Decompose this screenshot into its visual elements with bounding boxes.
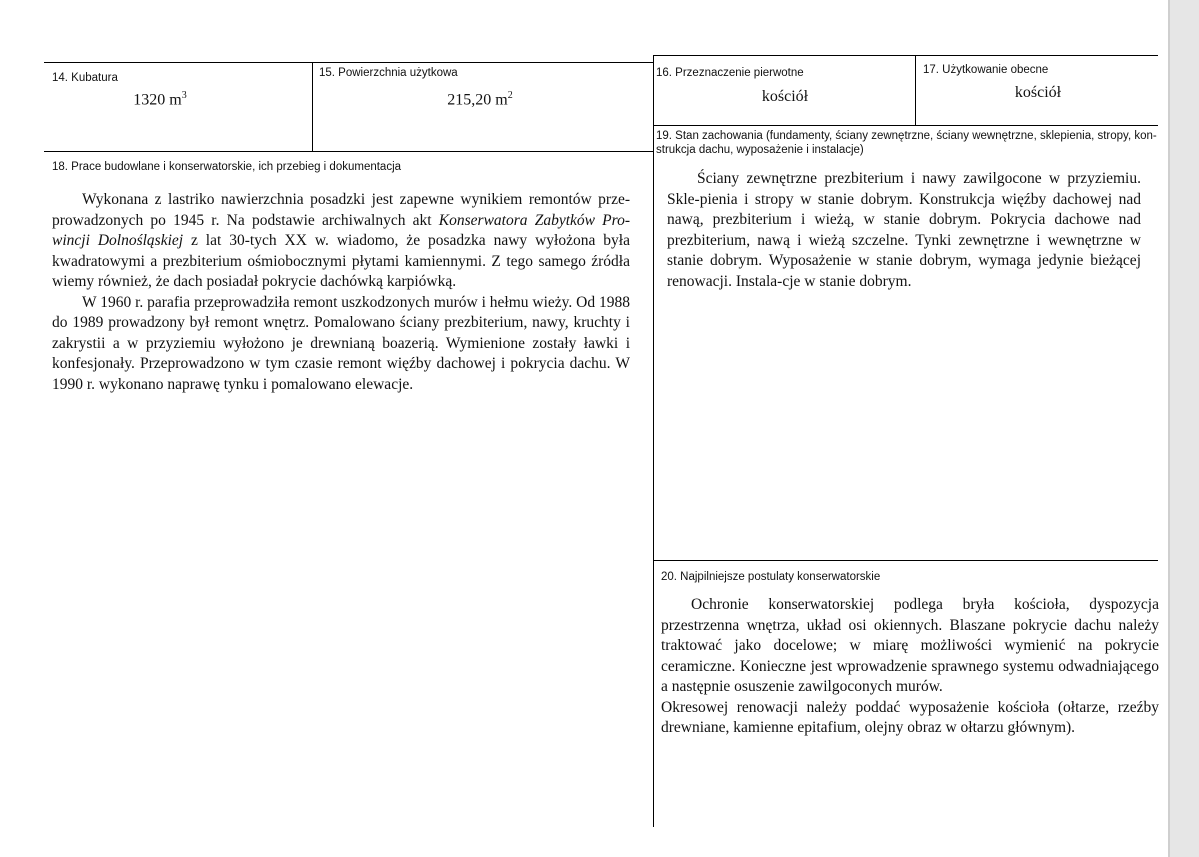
rule-under-14-15: [44, 151, 654, 152]
label-stan-line-2: strukcja dachu, wyposażenie i instalacje): [656, 144, 864, 156]
postulaty-paragraph-2: Okresowej renowacji należy poddać wyposażenie kościoła (ołtarze, rzeźby drewniane, kamienne epitafium, olejny obraz w ołtarzu głównym).: [661, 698, 1159, 736]
value-powierzchnia: [420, 90, 540, 109]
divider-main: [653, 55, 654, 827]
label-kubatura: 14. Kubatura: [52, 72, 118, 84]
label-uzytkowanie: 17. Użytkowanie obecne: [923, 64, 1049, 76]
rule-above-20: [654, 560, 1158, 561]
prace-p1-italic: Konserwatora Zabytków Pro-wincji Dolnośląskiej: [52, 211, 630, 249]
label-prace: 18. Prace budowlane i konserwatorskie, ich przebieg i dokumentacja: [52, 161, 402, 173]
divider-14-15: [312, 62, 313, 152]
label-stan-line-1: 19. Stan zachowania (fundamenty, ściany zewnętrzne, ściany wewnętrzne, sklepienia, stropy, kon-: [656, 130, 1157, 142]
value-kubatura: [100, 90, 220, 109]
value-uzytkowanie: kościół: [1014, 84, 1062, 101]
prace-paragraph-1: [52, 190, 630, 293]
divider-16-17: [915, 55, 916, 125]
value-kubatura-exp: 3: [181, 90, 187, 101]
value-powierzchnia-text: 215,20 m: [447, 91, 508, 109]
rule-under-16-17: [654, 125, 1158, 126]
prace-paragraph-2: W 1960 r. parafia przeprowadziła remont uszkodzonych murów i hełmu wieży. Od 1988 do 1989 prowadzony był remont wnętrz. Pomalowano ściany prezbiterium, nawy, kruchty i zakrystii a w przyziemiu wyłożono je drewnianą boazerią. Wymienione zostały ławki i konfesjonały. Przeprowadzono w tym czasie remont więźby dachowej i pokrycia dachu. W 1990 r. wykonano naprawę tynku i pomalowano elewacje.: [52, 293, 630, 393]
prace-p1-a: Wykonana z lastriko nawierzchnia posadzki jest zapewne wynikiem remontów prze-prowadzonych po 1945 r. Na podstawie archiwalnych akt: [52, 191, 630, 229]
value-powierzchnia-exp: 2: [507, 90, 513, 101]
text-stan: [667, 169, 1141, 292]
prace-p1-b: z lat 30-tych XX w. wiadomo, że posadzka nawy wyłożona była kwadratowymi a prezbiterium ośmiobocznymi płytami kamiennymi. Z tego samego źródła wiemy również, że dach posiadał pokrycie dachówką karpiówką.: [52, 232, 630, 290]
top-rule-left: [44, 62, 654, 63]
stan-paragraph: Ściany zewnętrzne prezbiterium i nawy zawilgocone w przyziemiu. Skle-pienia i stropy w stanie dobrym. Konstrukcja więźby dachowej nad nawą, prezbiterium i wieżą, w stanie dobrym. Pokrycia dachowe nad prezbiterium, nawą i wieżą szczelne. Tynki zewnętrzne i wewnętrzne w stanie dobrym. Wyposażenie w stanie dobrym, wymaga jedynie bieżącej renowacji. Instala-cje w stanie dobrym.: [667, 170, 1141, 290]
text-postulaty: [661, 595, 1159, 739]
label-przeznaczenie: 16. Przeznaczenie pierwotne: [656, 67, 804, 79]
postulaty-paragraph-1: Ochronie konserwatorskiej podlega bryła kościoła, dyspozycja przestrzenna wnętrza, układ osi okiennych. Blaszane pokrycie dachu należy traktować jako docelowe; w miarę możliwości wymienić na pokrycie ceramiczne. Konieczne jest wprowadzenie sprawnego systemu odwadniającego a następnie osuszenie zawilgoconych murów.: [661, 596, 1159, 695]
label-postulaty: 20. Najpilniejsze postulaty konserwatorskie: [661, 571, 881, 583]
text-prace: [52, 190, 630, 395]
top-rule-right: [654, 55, 1158, 56]
label-powierzchnia: 15. Powierzchnia użytkowa: [319, 67, 458, 79]
value-kubatura-text: 1320 m: [133, 91, 182, 109]
value-przeznaczenie: kościół: [761, 88, 809, 105]
